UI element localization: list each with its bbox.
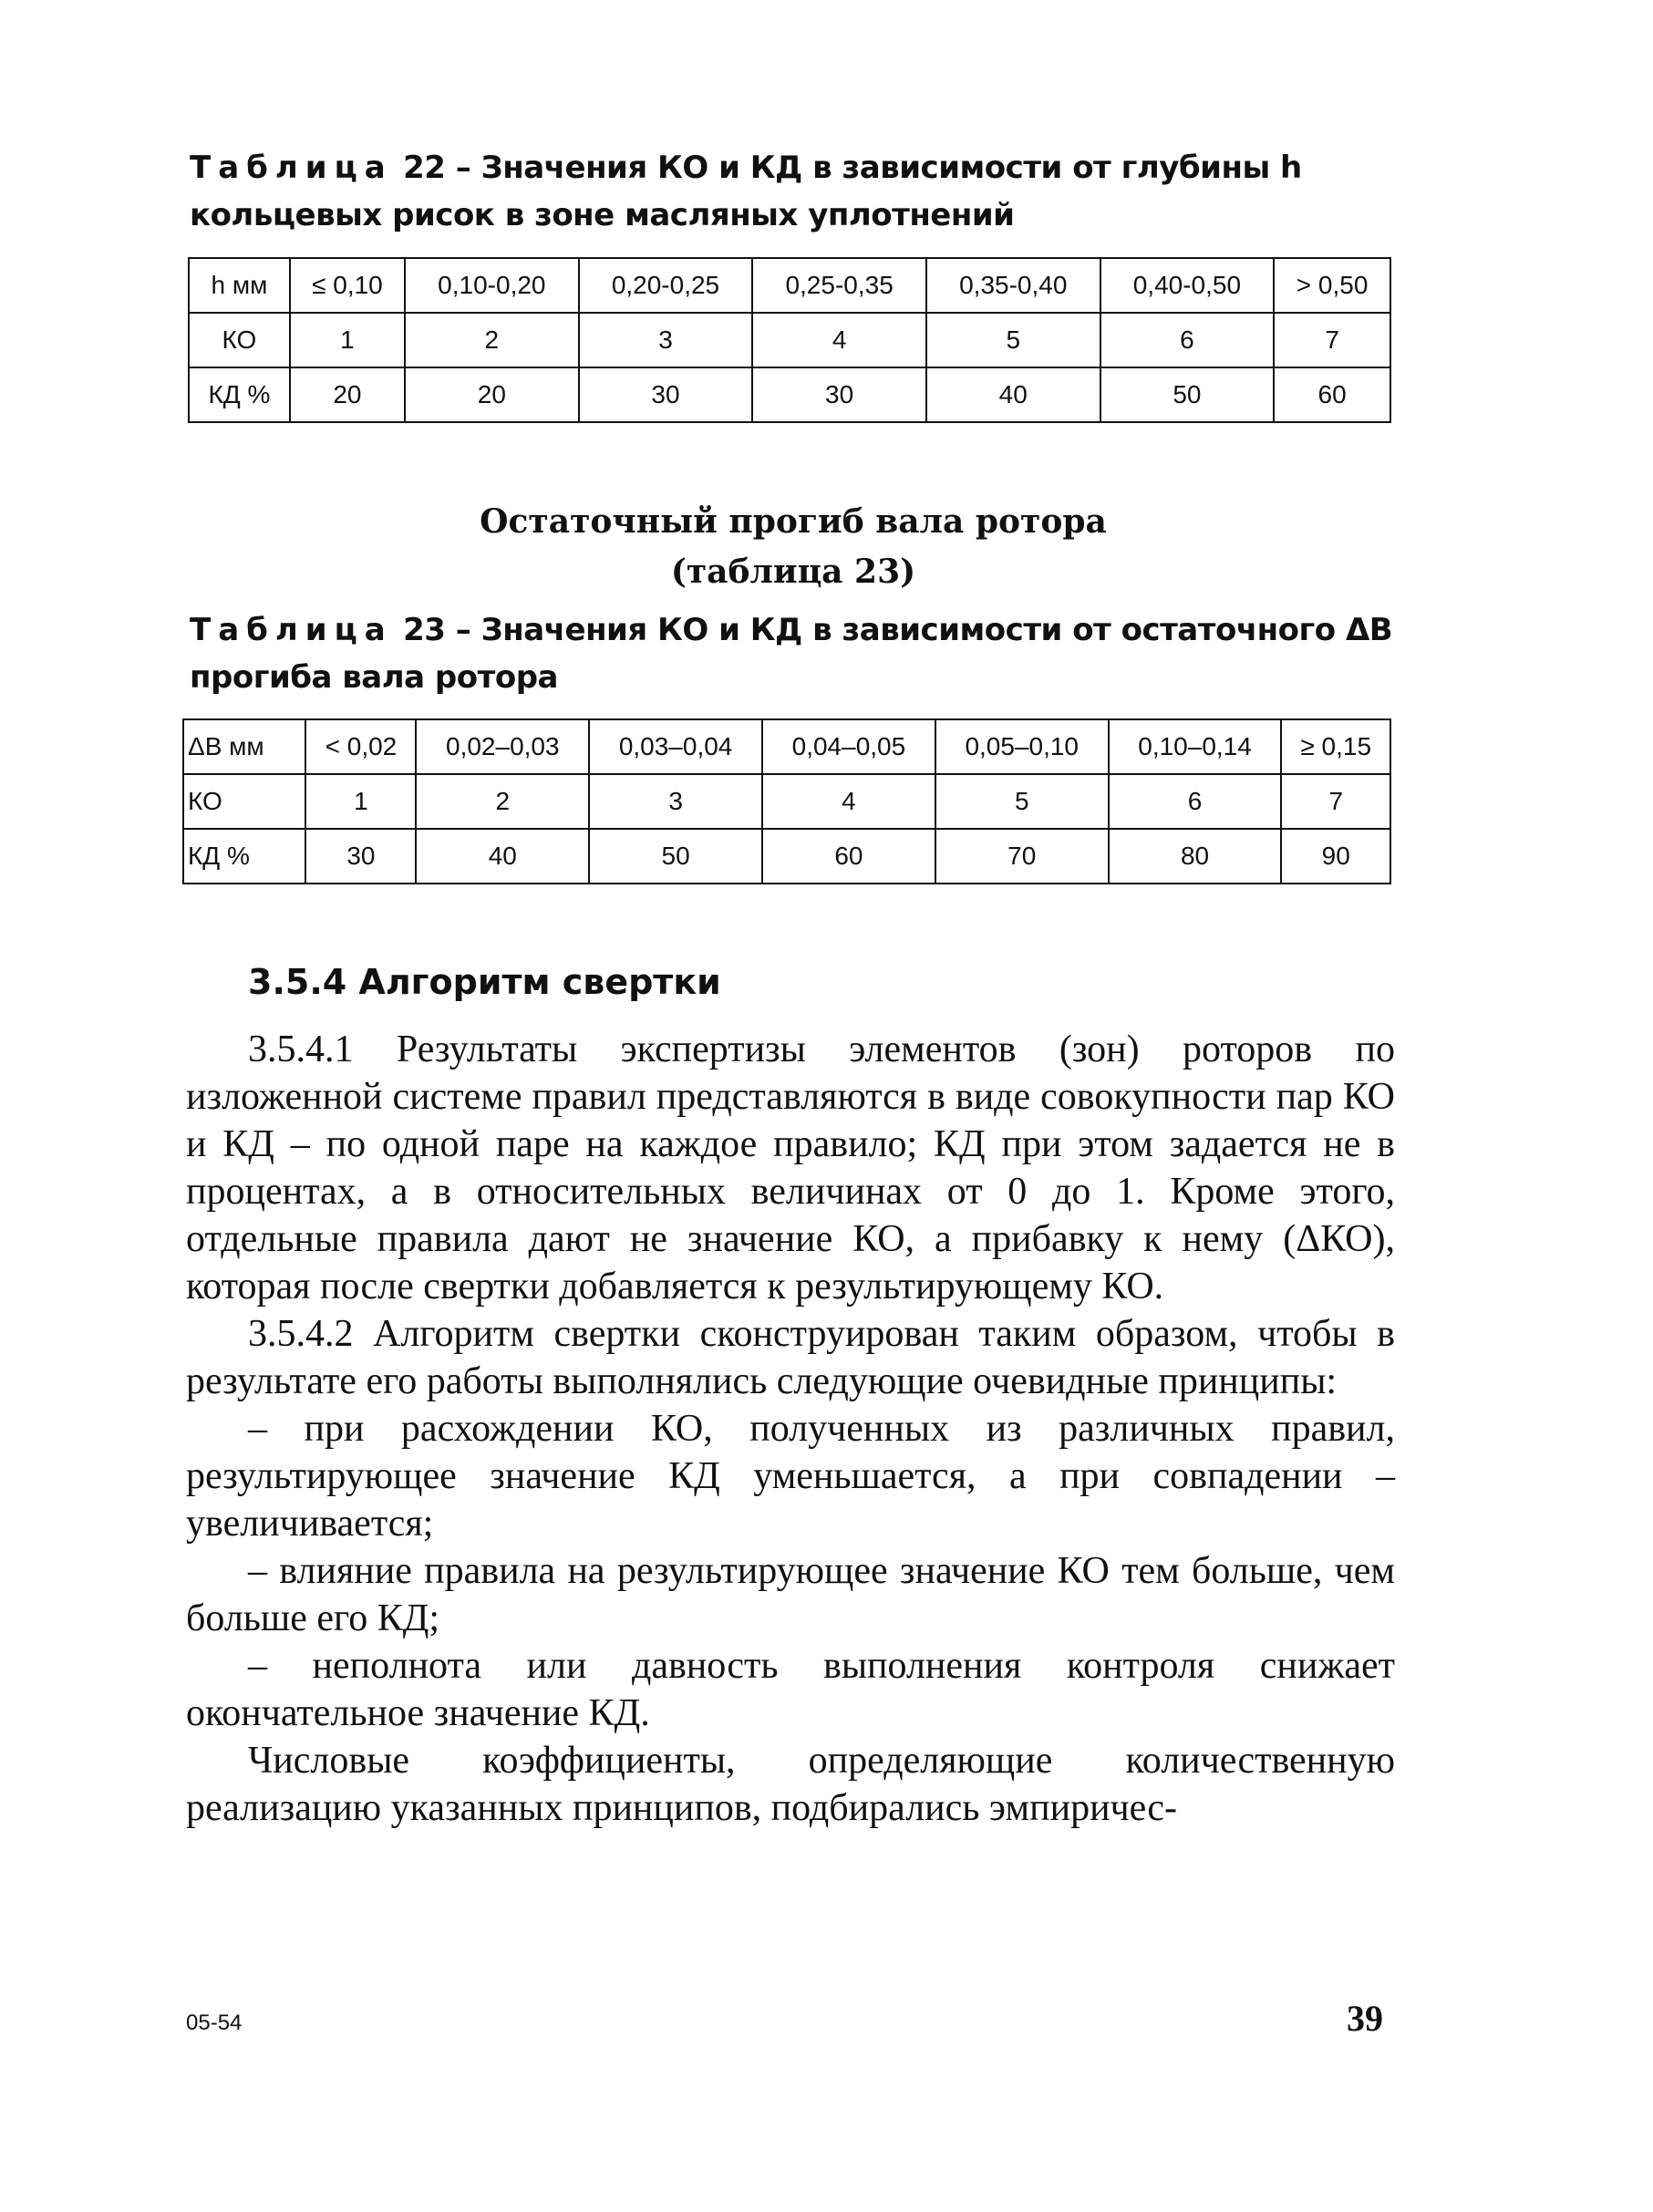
section-body bbox=[186, 1026, 1395, 1832]
table-23-caption bbox=[190, 606, 1393, 701]
table-row bbox=[189, 313, 1390, 367]
table-cell: 6 bbox=[1100, 313, 1275, 367]
table-cell: 60 bbox=[762, 829, 935, 884]
table-row bbox=[189, 367, 1390, 422]
row-header-cell: КД % bbox=[183, 829, 305, 884]
table-cell: 7 bbox=[1274, 313, 1390, 367]
table-cell: 0,40-0,50 bbox=[1100, 258, 1275, 313]
row-header-cell: КО bbox=[189, 313, 290, 367]
table-cell: 3 bbox=[589, 774, 762, 829]
row-header-cell: КО bbox=[183, 774, 305, 829]
table-22-caption-text: 22 – Значения КО и КД в зависимости от глубины h кольцевых рисок в зоне масляных уплотнений bbox=[190, 150, 1302, 233]
table-cell: 1 bbox=[290, 313, 405, 367]
table-cell: 7 bbox=[1281, 774, 1390, 829]
table-cell: 0,05–0,10 bbox=[935, 719, 1109, 774]
table-row bbox=[183, 774, 1390, 829]
subheading-line-2: (таблица 23) bbox=[670, 553, 916, 591]
table-cell: 30 bbox=[305, 829, 416, 884]
table-cell: 0,10-0,20 bbox=[405, 258, 579, 313]
table-cell: 80 bbox=[1109, 829, 1282, 884]
table-23 bbox=[182, 718, 1391, 884]
table-cell: 2 bbox=[416, 774, 589, 829]
table-cell: 6 bbox=[1109, 774, 1282, 829]
paragraph: Числовые коэффициенты, определяющие количественную реализацию указанных принципов, подбирались эмпиричес- bbox=[186, 1740, 1395, 1829]
table-cell: ≤ 0,10 bbox=[290, 258, 405, 313]
row-header-cell: ΔB мм bbox=[183, 719, 305, 774]
table-cell: 5 bbox=[935, 774, 1109, 829]
table-22-caption bbox=[190, 144, 1393, 239]
table-cell: 50 bbox=[589, 829, 762, 884]
paragraph: 3.5.4.2 Алгоритм свертки сконструирован таким образом, чтобы в результате его работы выполнялись следующие очевидные принципы: bbox=[186, 1313, 1395, 1402]
bullet-item: – влияние правила на результирующее значение КО тем больше, чем больше его КД; bbox=[186, 1550, 1395, 1639]
table-23-caption-text: 23 – Значения КО и КД в зависимости от остаточного ΔB прогиба вала ротора bbox=[190, 612, 1393, 696]
table-23-caption-label: Таблица bbox=[190, 612, 393, 648]
document-code: 05-54 bbox=[186, 2010, 243, 2035]
table-cell: 60 bbox=[1274, 367, 1390, 422]
table-cell: 50 bbox=[1100, 367, 1275, 422]
table-cell: 40 bbox=[416, 829, 589, 884]
table-cell: 20 bbox=[405, 367, 579, 422]
table-cell: 70 bbox=[935, 829, 1109, 884]
table-22-caption-label: Таблица bbox=[190, 150, 393, 186]
table-cell: 0,20-0,25 bbox=[579, 258, 753, 313]
table-row bbox=[183, 719, 1390, 774]
table-cell: ≥ 0,15 bbox=[1281, 719, 1390, 774]
table-cell: < 0,02 bbox=[305, 719, 416, 774]
table-22 bbox=[188, 257, 1391, 423]
row-header-cell: КД % bbox=[189, 367, 290, 422]
subheading-line-1: Остаточный прогиб вала ротора bbox=[480, 502, 1107, 541]
table-cell: 0,03–0,04 bbox=[589, 719, 762, 774]
table-cell: 3 bbox=[579, 313, 753, 367]
table-cell: 0,02–0,03 bbox=[416, 719, 589, 774]
bullet-item: – неполнота или давность выполнения контроля снижает окончательное значение КД. bbox=[186, 1645, 1395, 1734]
table-cell: 40 bbox=[926, 367, 1100, 422]
table-cell: 30 bbox=[752, 367, 926, 422]
table-cell: 5 bbox=[926, 313, 1100, 367]
table-cell: 30 bbox=[579, 367, 753, 422]
row-header-cell: h мм bbox=[189, 258, 290, 313]
table-cell: 0,35-0,40 bbox=[926, 258, 1100, 313]
section-heading: 3.5.4 Алгоритм свертки bbox=[248, 962, 721, 1002]
paragraph: 3.5.4.1 Результаты экспертизы элементов (зон) роторов по изложенной системе правил представляются в виде совокупности пар КО и КД – по одной паре на каждое правило; КД при этом задается не в процентах, а в относительных величинах от 0 до 1. Кроме этого, отдельные правила дают не значение КО, а прибавку к нему (ΔКО), которая после свертки добавляется к результирующему КО. bbox=[186, 1028, 1395, 1308]
table-cell: 90 bbox=[1281, 829, 1390, 884]
table-cell: 2 bbox=[405, 313, 579, 367]
page-number: 39 bbox=[1347, 1998, 1383, 2039]
table-cell: 4 bbox=[762, 774, 935, 829]
table-row bbox=[189, 258, 1390, 313]
table-row bbox=[183, 829, 1390, 884]
table-cell: 0,25-0,35 bbox=[752, 258, 926, 313]
table-cell: 1 bbox=[305, 774, 416, 829]
table-cell: 4 bbox=[752, 313, 926, 367]
bullet-item: – при расхождении КО, полученных из различных правил, результирующее значение КД уменьшается, а при совпадении – увеличивается; bbox=[186, 1408, 1395, 1545]
table-cell: > 0,50 bbox=[1274, 258, 1390, 313]
table-cell: 0,04–0,05 bbox=[762, 719, 935, 774]
table-cell: 0,10–0,14 bbox=[1109, 719, 1282, 774]
table-cell: 20 bbox=[290, 367, 405, 422]
